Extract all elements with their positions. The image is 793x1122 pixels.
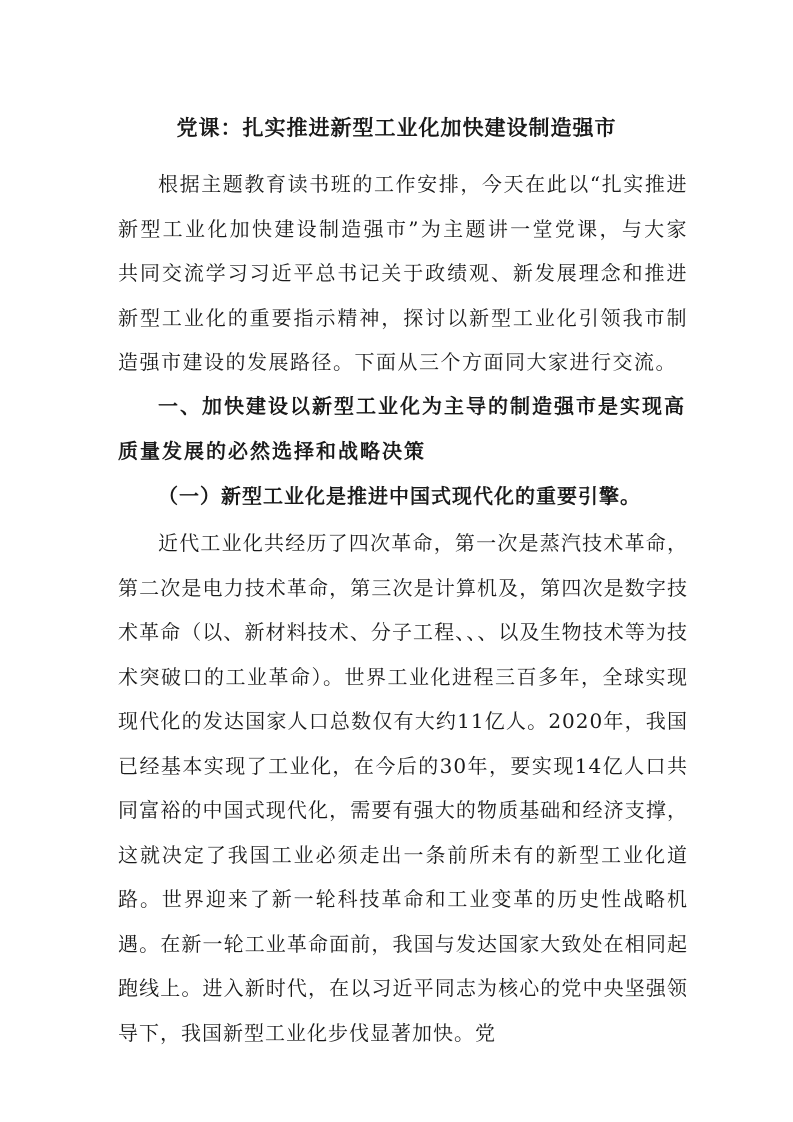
intro-paragraph: 根据主题教育读书班的工作安排，今天在此以“扎实推进新型工业化加快建设制造强市”为主题讲一堂党课，与大家共同交流学习习近平总书记关于政绩观、新发展理念和推进新型工业化的重要指示精神，探讨以新型工业化引领我市制造强市建设的发展路径。下面从三个方面同大家进行交流。: [118, 172, 688, 374]
section-heading-1: 一、加快建设以新型工业化为主导的制造强市是实现高质量发展的必然选择和战略决策: [118, 394, 686, 463]
document-title: 党课：扎实推进新型工业化加快建设制造强市: [176, 116, 617, 140]
body-paragraph-1: 近代工业化共经历了四次革命，第一次是蒸汽技术革命，第二次是电力技术革命，第三次是计算机及，第四次是数字技术革命（以、新材料技术、分子工程、、、以及生物技术等为技术突破口的工业革命）。世界工业化进程三百多年，全球实现现代化的发达国家人口总数仅有大约11亿人。2020年，我国已经基本实现了工业化，在今后的30年，要实现14亿人口共同富裕的中国式现代化，需要有强大的物质基础和经济支撑，这就决定了我国工业必须走出一条前所未有的新型工业化道路。世界迎来了新一轮科技革命和工业变革的历史性战略机遇。在新一轮工业革命面前，我国与发达国家大致处在相同起跑线上。进入新时代，在以习近平同志为核心的党中央坚强领导下，我国新型工业化步伐显著加快。党: [118, 531, 688, 1045]
subsection-heading-1: （一）新型工业化是推进中国式现代化的重要引擎。: [158, 484, 641, 508]
